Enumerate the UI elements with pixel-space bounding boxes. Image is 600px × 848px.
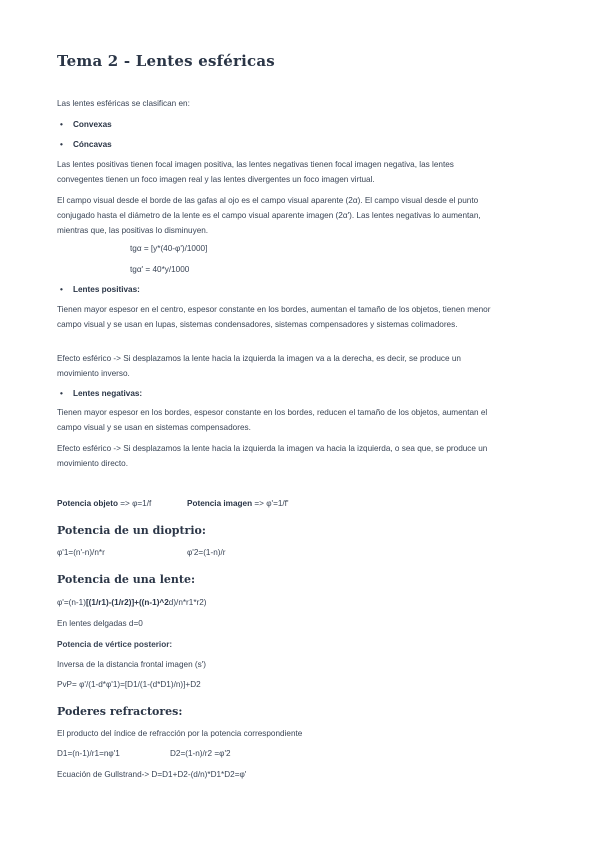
heading-poderes: Poderes refractores: bbox=[57, 705, 183, 718]
paragraph-negativas-efecto: Efecto esférico -> Si desplazamos la lente hacia la izquierda la imagen va hacia la izquierda, o sea que, se produce un movimiento directo. bbox=[57, 444, 488, 468]
formula-tg-alpha-prime: tgα' = 40*y/1000 bbox=[130, 265, 190, 274]
lentes-delgadas-text: En lentes delgadas d=0 bbox=[57, 619, 143, 628]
potencia-imagen bbox=[187, 499, 289, 508]
formula-d2: D2=(1-n)/r2 =φ'2 bbox=[170, 749, 231, 758]
paragraph-positivas: Tienen mayor espesor en el centro, espesor constante en los bordes, aumentan el tamaño de los objetos, tienen menor campo visual y se usan en lupas, sistemas condensadores, sistemas compensadores y sistemas colimadores. bbox=[57, 305, 491, 329]
intro-text: Las lentes esféricas se clasifican en: bbox=[57, 99, 190, 108]
potencia-objeto-value: => φ=1/f bbox=[117, 499, 152, 508]
formula-dioptrio-2: φ'2=(1-n)/r bbox=[187, 548, 226, 557]
list-item-convexas: • Convexas bbox=[60, 120, 112, 129]
list-item-lentes-negativas: • Lentes negativas: bbox=[60, 389, 142, 398]
vertice-description: Inversa de la distancia frontal imagen (s') bbox=[57, 660, 207, 669]
poderes-description: El producto del índice de refracción por la potencia correspondiente bbox=[57, 729, 303, 738]
potencia-imagen-label: Potencia imagen bbox=[187, 499, 253, 508]
formula-d1: D1=(n-1)/r1=nφ'1 bbox=[57, 749, 120, 758]
list-item-lentes-positivas: • Lentes positivas: bbox=[60, 285, 140, 294]
potencia-objeto-label: Potencia objeto bbox=[57, 499, 118, 508]
formula-lente-prefix: φ'=(n-1) bbox=[57, 598, 86, 607]
formula-vertice: PvP= φ'/(1-d*φ'1)=[D1/(1-(d*D1)/n)]+D2 bbox=[57, 680, 201, 689]
heading-dioptrio: Potencia de un dioptrio: bbox=[57, 524, 206, 537]
formula-dioptrio-1: φ'1=(n'-n)/n*r bbox=[57, 548, 105, 557]
potencia-imagen-value: => φ'=1/f' bbox=[252, 499, 289, 508]
potencia-objeto bbox=[57, 499, 151, 508]
formula-lente-suffix: d)/n*r1*r2) bbox=[168, 598, 207, 607]
formula-lente bbox=[57, 598, 207, 607]
paragraph-campo-visual: El campo visual desde el borde de las gafas al ojo es el campo visual aparente (2α). El campo visual desde el punto conjugado hasta el diámetro de la lente es el campo visual aparente imagen (2α'). Las lentes negativas lo aumentan, mientras que, las positivas lo disminuyen. bbox=[57, 196, 481, 235]
paragraph-negativas: Tienen mayor espesor en los bordes, espesor constante en los bordes, reducen el tamaño de los objetos, aumentan el campo visual y se usan en sistemas compensadores. bbox=[57, 408, 488, 432]
page-title: Tema 2 - Lentes esféricas bbox=[57, 52, 275, 70]
formula-gullstrand: Ecuación de Gullstrand-> D=D1+D2-(d/n)*D1*D2=φ' bbox=[57, 770, 247, 779]
formula-lente-bold: [(1/r1)-(1/r2)]+((n-1)^2 bbox=[85, 598, 169, 607]
paragraph-focal: Las lentes positivas tienen focal imagen positiva, las lentes negativas tienen focal imagen negativa, las lentes convegentes tienen un foco imagen real y las lentes divergentes un foco imagen virtual. bbox=[57, 160, 454, 184]
formula-tg-alpha: tgα = [y*(40-φ')/1000] bbox=[130, 244, 208, 253]
list-item-concavas: • Cóncavas bbox=[60, 140, 112, 149]
paragraph-positivas-efecto: Efecto esférico -> Si desplazamos la lente hacia la izquierda la imagen va a la derecha, es decir, se produce un movimiento inverso. bbox=[57, 354, 461, 378]
heading-lente: Potencia de una lente: bbox=[57, 573, 196, 586]
heading-vertice-posterior: Potencia de vértice posterior: bbox=[57, 640, 173, 649]
